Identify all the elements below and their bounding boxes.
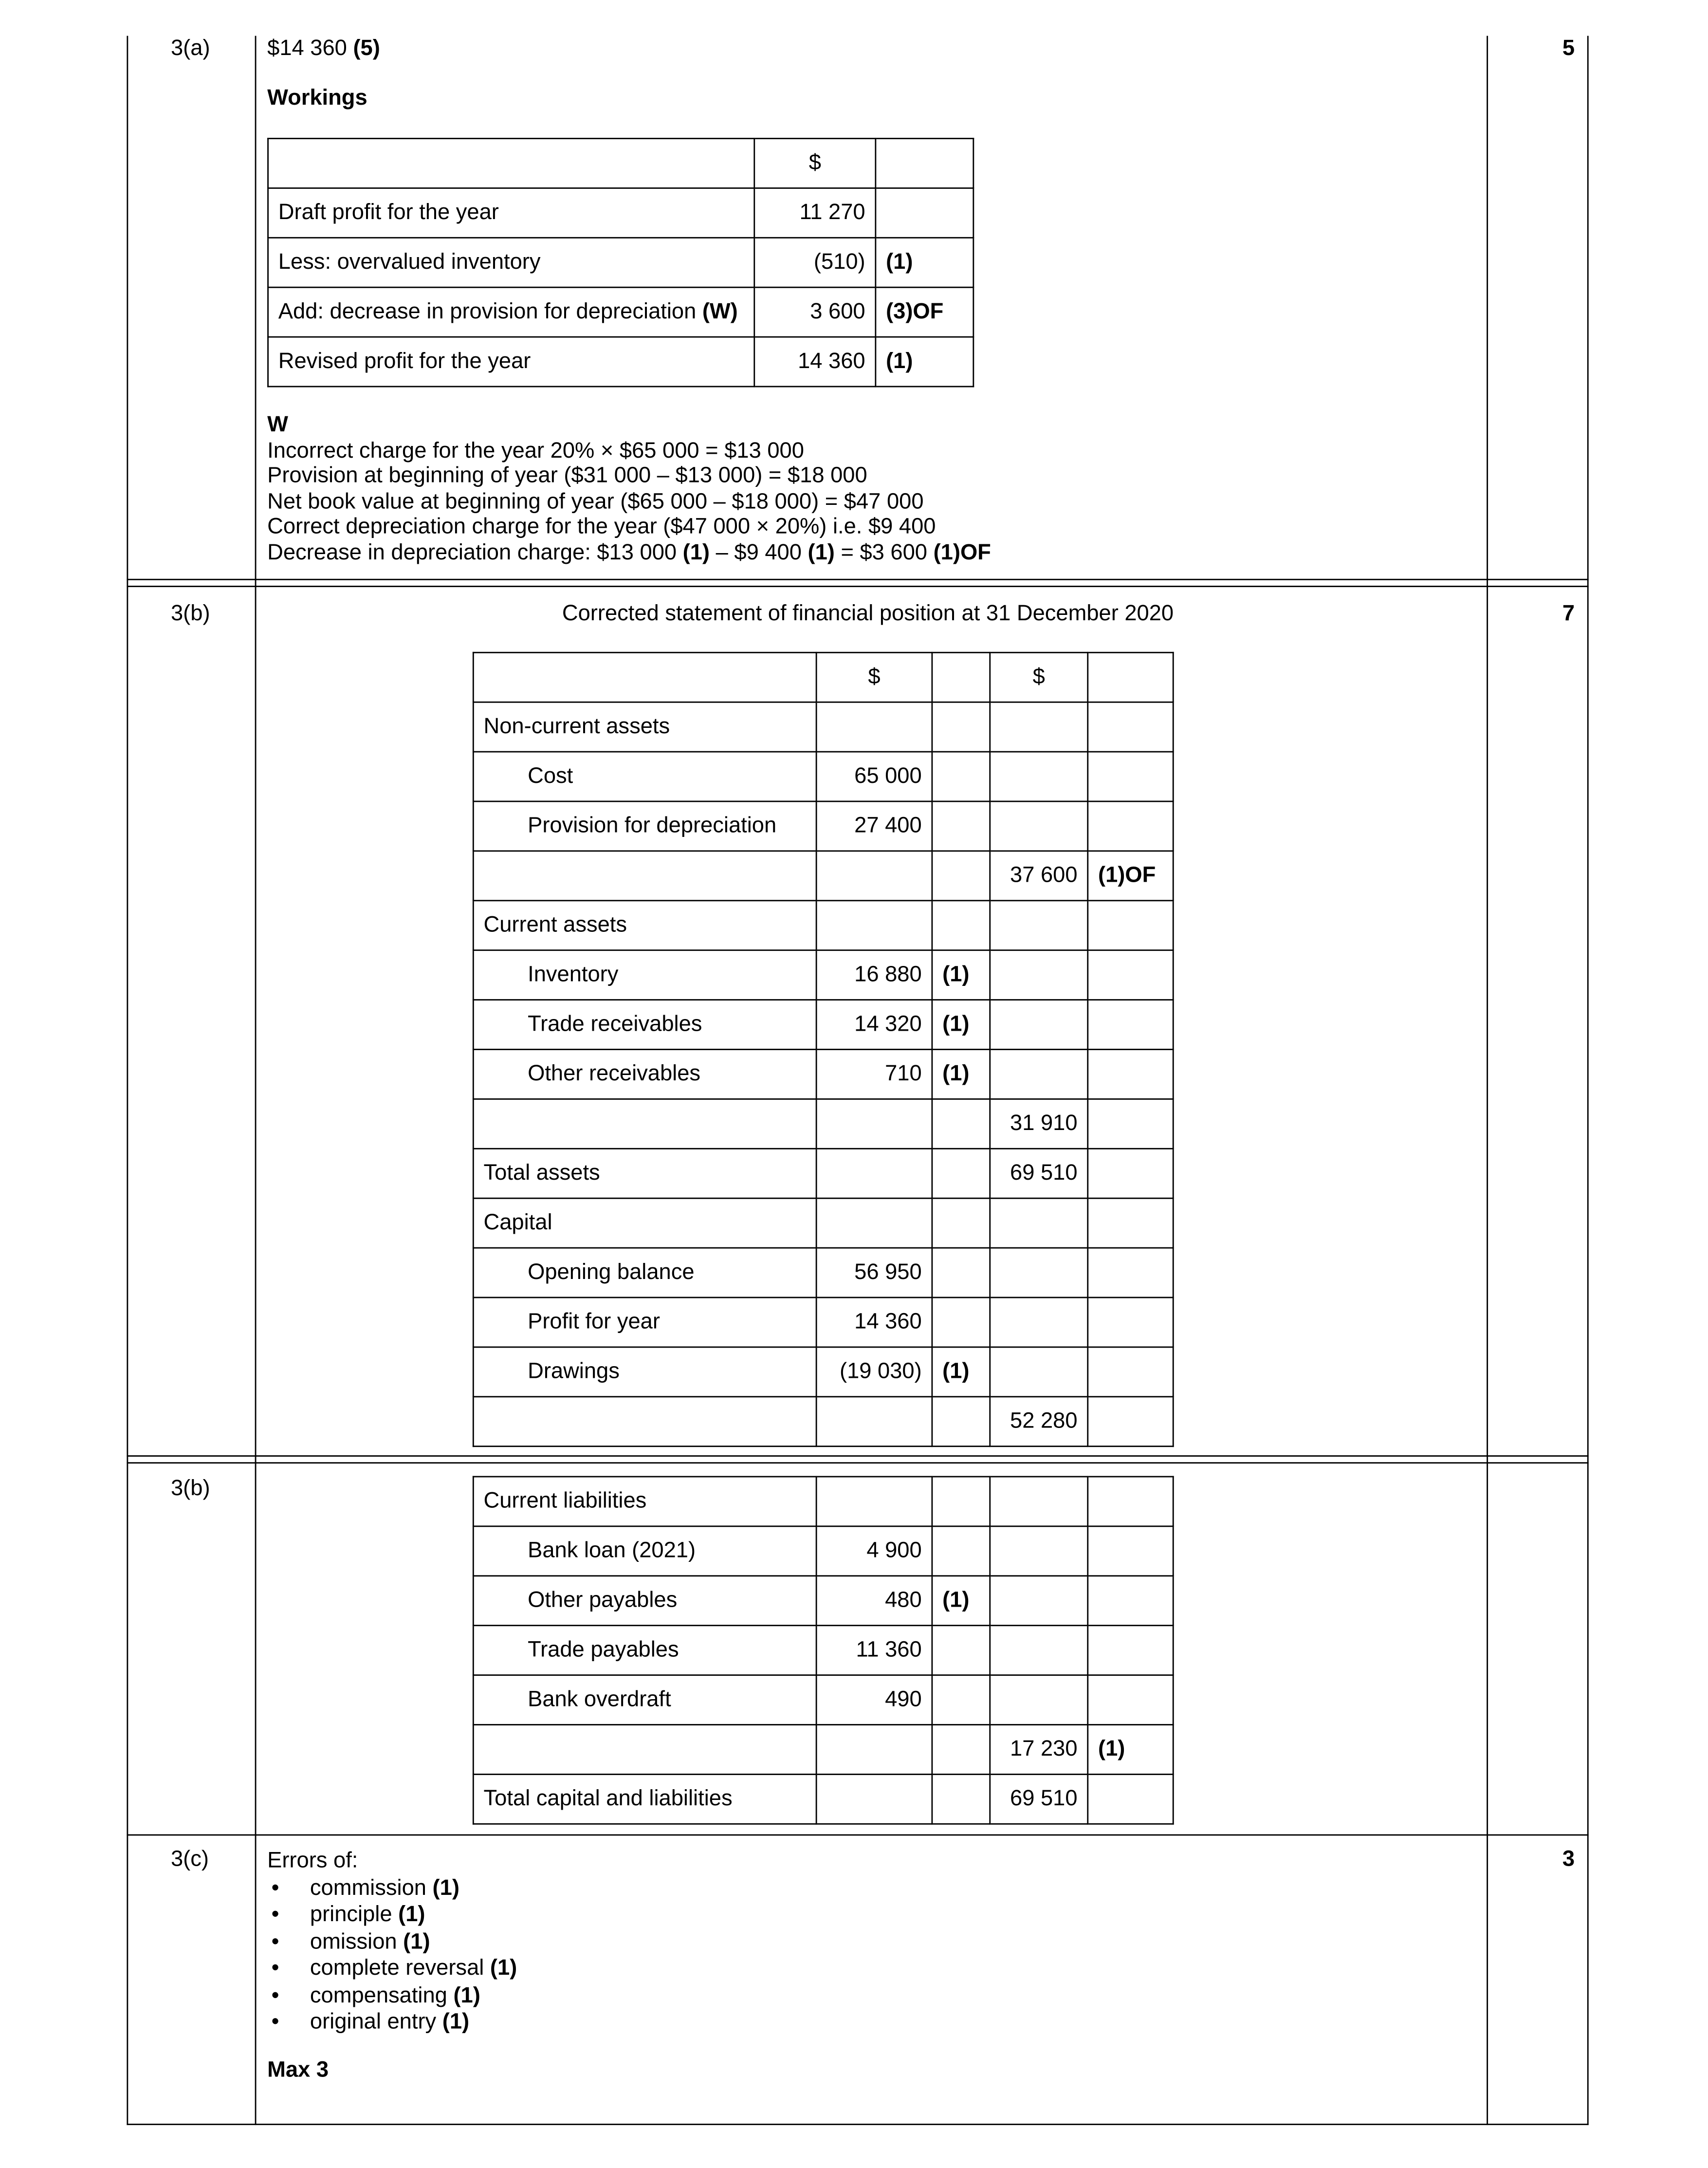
sfp-title: Corrected statement of financial position at 31 December 2020	[562, 602, 1174, 626]
row-mark: (1)	[932, 1347, 990, 1397]
frame-divider-2	[1487, 36, 1488, 2125]
row-total	[990, 1675, 1088, 1725]
currency-header: $	[816, 652, 932, 702]
row-mark	[932, 901, 990, 950]
row-total-mark	[1088, 1675, 1173, 1725]
row-mark	[932, 752, 990, 801]
row-mark	[932, 1248, 990, 1297]
table-row	[473, 1248, 1173, 1297]
table-row	[473, 752, 1173, 801]
table-row	[473, 1297, 1173, 1347]
row-value: 480	[816, 1576, 932, 1626]
answer-text: $14 360	[267, 37, 347, 61]
workings-table	[267, 138, 974, 387]
row-value	[816, 1774, 932, 1824]
row-total	[990, 950, 1088, 1000]
table-row	[268, 238, 973, 287]
table-row	[473, 1724, 1173, 1774]
row-label: Opening balance	[473, 1248, 816, 1297]
table-row	[473, 1198, 1173, 1248]
row-mark: (1)	[932, 950, 990, 1000]
question-number-3a: 3(a)	[170, 37, 210, 61]
row-total-mark	[1088, 1774, 1173, 1824]
depreciation-workings	[267, 413, 991, 566]
w-line: Provision at beginning of year ($31 000 – $13 000) = $18 000	[267, 464, 867, 488]
table-row	[473, 1626, 1173, 1675]
row-total-mark	[1088, 1347, 1173, 1397]
row-total-mark: (1)OF	[1088, 851, 1173, 901]
table-row	[268, 188, 973, 238]
row-label: Total assets	[473, 1149, 816, 1198]
row-value: 14 360	[816, 1297, 932, 1347]
row-total-mark	[1088, 1248, 1173, 1297]
row-mark	[932, 1477, 990, 1526]
row-label: Other payables	[473, 1576, 816, 1626]
row-value: (19 030)	[816, 1347, 932, 1397]
row-value: 3 600	[754, 287, 876, 337]
row-mark	[932, 1675, 990, 1725]
w-line-last: Decrease in depreciation charge: $13 000 (1) – $9 400 (1) = $3 600 (1)OF	[267, 541, 991, 565]
table-row	[473, 1000, 1173, 1050]
currency-header: $	[990, 652, 1088, 702]
marks-3c: 3	[1562, 1848, 1575, 1872]
row-total-mark	[1088, 1099, 1173, 1149]
list-item: • original entry (1)	[267, 2009, 517, 2036]
answer-mark: (5)	[353, 37, 380, 61]
row-total-mark	[1088, 702, 1173, 752]
row-label: Non-current assets	[473, 702, 816, 752]
row-mark	[932, 1149, 990, 1198]
row-total	[990, 1347, 1088, 1397]
sfp-table-part1	[473, 652, 1174, 1447]
row-total	[990, 1050, 1088, 1099]
table-row	[473, 1576, 1173, 1626]
row-label: Trade payables	[473, 1626, 816, 1675]
row-value	[816, 1397, 932, 1446]
row-total-mark	[1088, 752, 1173, 801]
row-mark: (1)	[876, 238, 973, 287]
row-total: 31 910	[990, 1099, 1088, 1149]
row-total: 69 510	[990, 1149, 1088, 1198]
marks-3b: 7	[1562, 602, 1575, 626]
frame-bottom	[127, 2124, 1588, 2125]
row-value: 14 320	[816, 1000, 932, 1050]
row-total-mark	[1088, 1477, 1173, 1526]
w-line: Incorrect charge for the year 20% × $65 000 = $13 000	[267, 439, 804, 463]
row-mark	[932, 1297, 990, 1347]
row-total-mark	[1088, 1297, 1173, 1347]
table-row	[473, 1397, 1173, 1446]
row-value	[816, 851, 932, 901]
row-label	[473, 1724, 816, 1774]
list-item: • principle (1)	[267, 1902, 517, 1928]
row-label: Capital	[473, 1198, 816, 1248]
table-row	[473, 702, 1173, 752]
table-row	[473, 1774, 1173, 1824]
frame-left	[127, 36, 128, 2125]
row-value	[816, 1099, 932, 1149]
row-total	[990, 1297, 1088, 1347]
row-label: Bank overdraft	[473, 1675, 816, 1725]
row-mark	[932, 1724, 990, 1774]
row-total	[990, 1626, 1088, 1675]
section-separator-2a	[127, 1455, 1588, 1457]
row-total	[990, 752, 1088, 801]
row-total: 37 600	[990, 851, 1088, 901]
list-item: • commission (1)	[267, 1875, 517, 1902]
row-mark	[932, 1626, 990, 1675]
marks-3a: 5	[1562, 37, 1575, 61]
table-row	[473, 901, 1173, 950]
row-value	[816, 1198, 932, 1248]
errors-answer	[267, 1848, 517, 2083]
row-value: 16 880	[816, 950, 932, 1000]
row-label: Provision for depreciation	[473, 801, 816, 851]
row-value: 11 270	[754, 188, 876, 238]
list-item: • compensating (1)	[267, 1983, 517, 2009]
row-mark	[932, 1198, 990, 1248]
row-label: Total capital and liabilities	[473, 1774, 816, 1824]
row-label: Revised profit for the year	[268, 337, 754, 387]
row-total: 52 280	[990, 1397, 1088, 1446]
row-total	[990, 702, 1088, 752]
row-value	[816, 1724, 932, 1774]
table-row	[473, 1526, 1173, 1576]
row-value: 14 360	[754, 337, 876, 387]
row-total-mark	[1088, 1000, 1173, 1050]
row-mark	[932, 851, 990, 901]
row-label: Cost	[473, 752, 816, 801]
table-row	[473, 652, 1173, 702]
table-row	[268, 337, 973, 387]
row-label: Other receivables	[473, 1050, 816, 1099]
row-value: 27 400	[816, 801, 932, 851]
row-value: 710	[816, 1050, 932, 1099]
row-mark: (1)	[932, 1050, 990, 1099]
section-separator-1a	[127, 579, 1588, 580]
row-total-mark	[1088, 1050, 1173, 1099]
row-value: 490	[816, 1675, 932, 1725]
row-label	[473, 1397, 816, 1446]
table-row	[473, 1347, 1173, 1397]
sfp-table-part2	[473, 1476, 1174, 1825]
errors-intro: Errors of:	[267, 1849, 358, 1873]
row-total-mark	[1088, 950, 1173, 1000]
row-mark: (3)OF	[876, 287, 973, 337]
row-label: Bank loan (2021)	[473, 1526, 816, 1576]
frame-right	[1587, 36, 1589, 2125]
answer-3a	[267, 37, 380, 62]
list-item: • omission (1)	[267, 1928, 517, 1955]
row-mark	[876, 188, 973, 238]
section-separator-2b	[127, 1462, 1588, 1464]
table-row	[268, 138, 973, 188]
row-total	[990, 1576, 1088, 1626]
row-total	[990, 1248, 1088, 1297]
errors-list	[267, 1875, 517, 2036]
row-label: Add: decrease in provision for depreciation (W)	[268, 287, 754, 337]
w-heading: W	[267, 413, 288, 437]
row-total	[990, 901, 1088, 950]
row-mark: (1)	[932, 1000, 990, 1050]
table-row	[473, 1477, 1173, 1526]
row-total	[990, 1000, 1088, 1050]
table-row	[473, 950, 1173, 1000]
row-label	[473, 851, 816, 901]
row-total	[990, 1526, 1088, 1576]
row-total-mark	[1088, 1526, 1173, 1576]
max-marks-note: Max 3	[267, 2058, 329, 2082]
row-total-mark: (1)	[1088, 1724, 1173, 1774]
section-separator-3	[127, 1834, 1588, 1836]
row-mark	[932, 801, 990, 851]
row-mark	[932, 1526, 990, 1576]
currency-header: $	[754, 138, 876, 188]
list-item: • complete reversal (1)	[267, 1956, 517, 1983]
row-total	[990, 1477, 1088, 1526]
table-row	[473, 851, 1173, 901]
row-total-mark	[1088, 1626, 1173, 1675]
row-value: 65 000	[816, 752, 932, 801]
row-label: Inventory	[473, 950, 816, 1000]
row-total: 17 230	[990, 1724, 1088, 1774]
row-total	[990, 801, 1088, 851]
table-row	[268, 287, 973, 337]
row-total-mark	[1088, 1397, 1173, 1446]
row-total-mark	[1088, 1198, 1173, 1248]
row-value	[816, 901, 932, 950]
row-label: Trade receivables	[473, 1000, 816, 1050]
row-value: 4 900	[816, 1526, 932, 1576]
question-number-3c: 3(c)	[170, 1848, 209, 1872]
row-label: Current liabilities	[473, 1477, 816, 1526]
row-mark: (1)	[932, 1576, 990, 1626]
row-mark	[932, 702, 990, 752]
row-mark: (1)	[876, 337, 973, 387]
table-row	[473, 1675, 1173, 1725]
row-total-mark	[1088, 1149, 1173, 1198]
row-total: 69 510	[990, 1774, 1088, 1824]
row-mark	[932, 1774, 990, 1824]
row-label: Drawings	[473, 1347, 816, 1397]
table-row	[473, 1050, 1173, 1099]
table-row	[473, 1099, 1173, 1149]
workings-heading: Workings	[267, 87, 367, 111]
row-total-mark	[1088, 901, 1173, 950]
row-total-mark	[1088, 801, 1173, 851]
row-label: Current assets	[473, 901, 816, 950]
row-value	[816, 702, 932, 752]
row-value	[816, 1149, 932, 1198]
row-label	[473, 1099, 816, 1149]
table-row	[473, 1149, 1173, 1198]
row-value	[816, 1477, 932, 1526]
row-value: (510)	[754, 238, 876, 287]
question-number-3b-cont: 3(b)	[170, 1477, 210, 1501]
row-label: Profit for year	[473, 1297, 816, 1347]
row-mark	[932, 1099, 990, 1149]
w-line: Net book value at beginning of year ($65 000 – $18 000) = $47 000	[267, 490, 924, 514]
row-label: Less: overvalued inventory	[268, 238, 754, 287]
row-mark	[932, 1397, 990, 1446]
row-total	[990, 1198, 1088, 1248]
section-separator-1b	[127, 586, 1588, 587]
question-number-3b: 3(b)	[170, 602, 210, 626]
row-total-mark	[1088, 1576, 1173, 1626]
row-value: 11 360	[816, 1626, 932, 1675]
row-label: Draft profit for the year	[268, 188, 754, 238]
row-value: 56 950	[816, 1248, 932, 1297]
table-row	[473, 801, 1173, 851]
w-line: Correct depreciation charge for the year ($47 000 × 20%) i.e. $9 400	[267, 515, 936, 539]
frame-divider-1	[255, 36, 257, 2125]
